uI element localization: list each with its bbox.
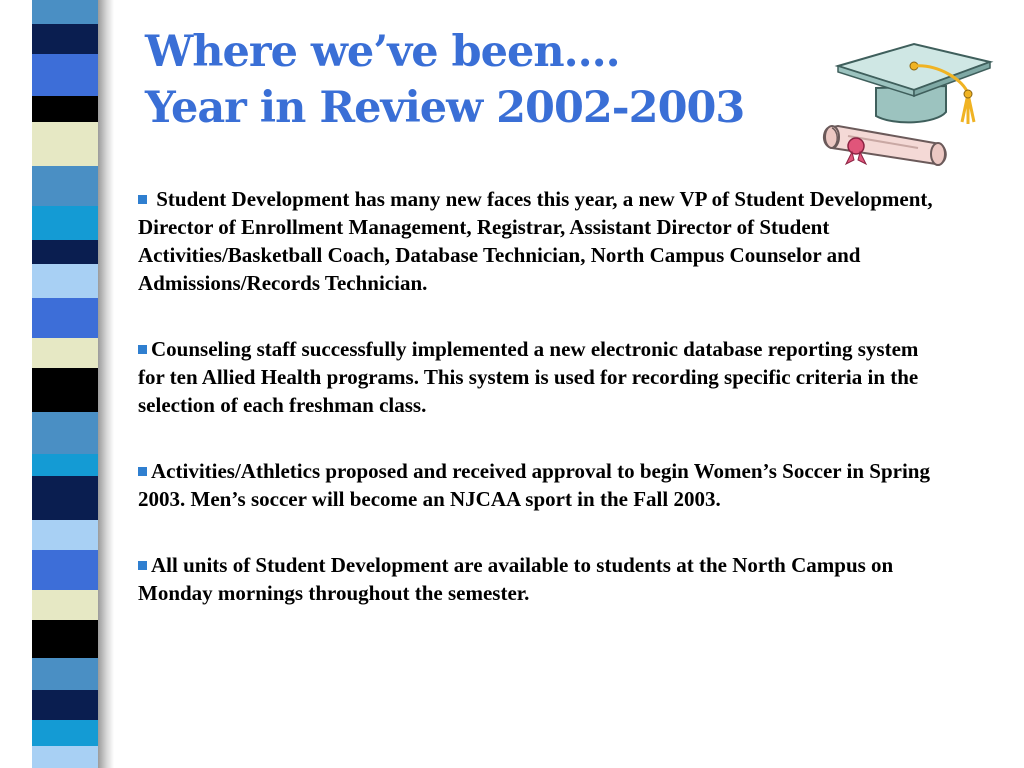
strip-block [32, 412, 98, 454]
strip-block [32, 690, 98, 720]
title-line-1: Where we’ve been…. [145, 27, 620, 77]
strip-block [32, 520, 98, 550]
strip-block [32, 476, 98, 520]
title-line-2: Year in Review 2002-2003 [145, 83, 745, 133]
strip-block [32, 658, 98, 690]
strip-block [32, 338, 98, 368]
strip-block [32, 298, 98, 338]
strip-block [32, 96, 98, 122]
bullet-square-icon [138, 195, 147, 204]
graduation-cap-diploma-icon [818, 40, 994, 170]
bullet-item-4 [138, 551, 948, 607]
decorative-strip [32, 0, 98, 768]
strip-block [32, 590, 98, 620]
graduation-cap-icon [838, 44, 990, 124]
strip-block [32, 720, 98, 746]
bullet-square-icon [138, 345, 147, 354]
strip-block [32, 550, 98, 590]
bullet-square-icon [138, 561, 147, 570]
bullet-item-3 [138, 457, 948, 513]
strip-block [32, 368, 98, 412]
strip-block [32, 24, 98, 54]
strip-block [32, 454, 98, 476]
strip-block [32, 240, 98, 264]
strip-block [32, 206, 98, 240]
bullet-list [138, 185, 948, 645]
strip-block [32, 122, 98, 166]
diploma-icon [824, 126, 946, 165]
bullet-item-2 [138, 335, 948, 419]
slide-title [145, 24, 744, 136]
bullet-text-1: Student Development has many new faces this year, a new VP of Student Development, Director of Enrollment Management, Registrar, Assistant Director of Student Activities/Basketball Coach, Database Technician, North Campus Counselor and Admissions/Records Technician. [138, 187, 933, 295]
bullet-text-4: All units of Student Development are available to students at the North Campus on Monday mornings throughout the semester. [138, 553, 894, 605]
bullet-square-icon [138, 467, 147, 476]
strip-block [32, 746, 98, 768]
strip-block [32, 166, 98, 206]
strip-shadow [98, 0, 114, 768]
strip-block [32, 0, 98, 24]
strip-block [32, 264, 98, 298]
strip-block [32, 620, 98, 658]
bullet-item-1 [138, 185, 948, 297]
strip-block [32, 54, 98, 96]
bullet-text-3: Activities/Athletics proposed and received approval to begin Women’s Soccer in Spring 2003. Men’s soccer will become an NJCAA sport in the Fall 2003. [138, 459, 930, 511]
bullet-text-2: Counseling staff successfully implemented a new electronic database reporting system for ten Allied Health programs. This system is used for recording specific criteria in the selection of each freshman class. [138, 337, 919, 417]
